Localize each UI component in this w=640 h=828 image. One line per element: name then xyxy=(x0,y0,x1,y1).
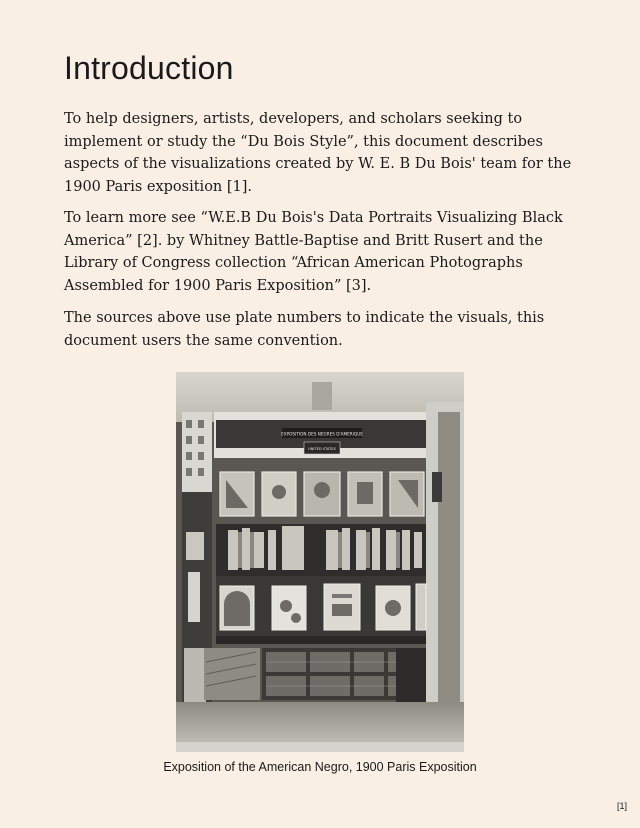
convention-paragraph: The sources above use plate numbers to indicate the visuals, this document users the same convention. xyxy=(64,310,545,349)
references-paragraph: To learn more see “W.E.B Du Bois's Data Portraits Visualizing Black America” [2]. by Whitney Battle-Baptise and Britt Rusert and the Library of Congress collection “African American Photographs Assembled for 1900 Paris Exposition” [3]. xyxy=(64,210,563,294)
intro-paragraph: To help designers, artists, developers, and scholars seeking to implement or study the “Du Bois Style”, this document describes aspects of the visualizations created by W. E. B Du Bois' team for the 1900 Paris exposition [1]. xyxy=(64,111,572,195)
exhibit-photograph xyxy=(176,372,464,752)
photo-caption: Exposition of the American Negro, 1900 Paris Exposition xyxy=(163,760,477,774)
exhibit-sign-text: UNITED STATES xyxy=(308,447,336,451)
footnote-marker: [1] xyxy=(616,801,627,811)
exhibit-banner-text: EXPOSITION DES NEGRES D'AMERIQUE xyxy=(281,431,363,437)
page-title: Introduction xyxy=(64,50,234,86)
